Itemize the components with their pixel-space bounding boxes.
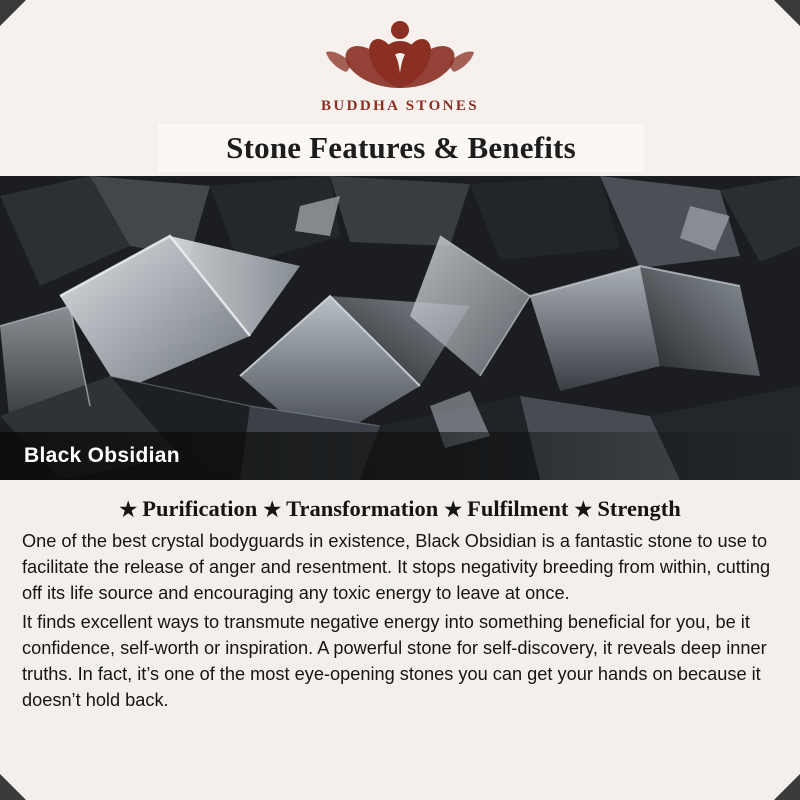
description-paragraph-2: It finds excellent ways to transmute negative energy into something beneficial for you, be it confidence, self-worth or inspiration. A powerful stone for self-discovery, it reveals deep inner truths. In fact, it’s one of the most eye-opening stones you can get your hands on because it doesn’t hold back. (22, 611, 767, 711)
benefit-label: Transformation (286, 496, 439, 521)
star-icon: ★ (444, 499, 463, 521)
description-paragraph-1: One of the best crystal bodyguards in existence, Black Obsidian is a fantastic stone to use to facilitate the release of anger and resentment. It stops negativity breeding from within, cutting off its life source and encouraging any toxic energy to leave at once. (22, 531, 771, 604)
benefit-item-purification (119, 496, 257, 522)
stone-photo (0, 176, 800, 480)
benefit-item-transformation (263, 496, 438, 522)
lotus-meditation-icon (316, 14, 484, 96)
corner-decoration-bottom-right (774, 774, 800, 800)
stone-name: Black Obsidian (24, 444, 180, 467)
benefit-label: Fulfilment (467, 496, 569, 521)
corner-decoration-top-right (774, 0, 800, 26)
corner-decoration-bottom-left (0, 774, 26, 800)
benefit-label: Strength (597, 496, 681, 521)
title-bar (158, 124, 644, 172)
page-title: Stone Features & Benefits (226, 130, 576, 165)
star-icon: ★ (574, 499, 593, 521)
benefits-row (22, 496, 778, 522)
corner-decoration-top-left (0, 0, 26, 26)
photo-caption (0, 432, 800, 480)
header-band (0, 0, 800, 176)
benefit-item-strength (574, 496, 680, 522)
star-icon: ★ (263, 499, 282, 521)
description-text (22, 528, 778, 713)
brand-name: BUDDHA STONES (320, 98, 480, 114)
benefit-item-fulfilment (444, 496, 568, 522)
benefit-label: Purification (142, 496, 258, 521)
content-section (0, 480, 800, 800)
brand-logo (0, 14, 800, 115)
star-icon: ★ (119, 499, 138, 521)
